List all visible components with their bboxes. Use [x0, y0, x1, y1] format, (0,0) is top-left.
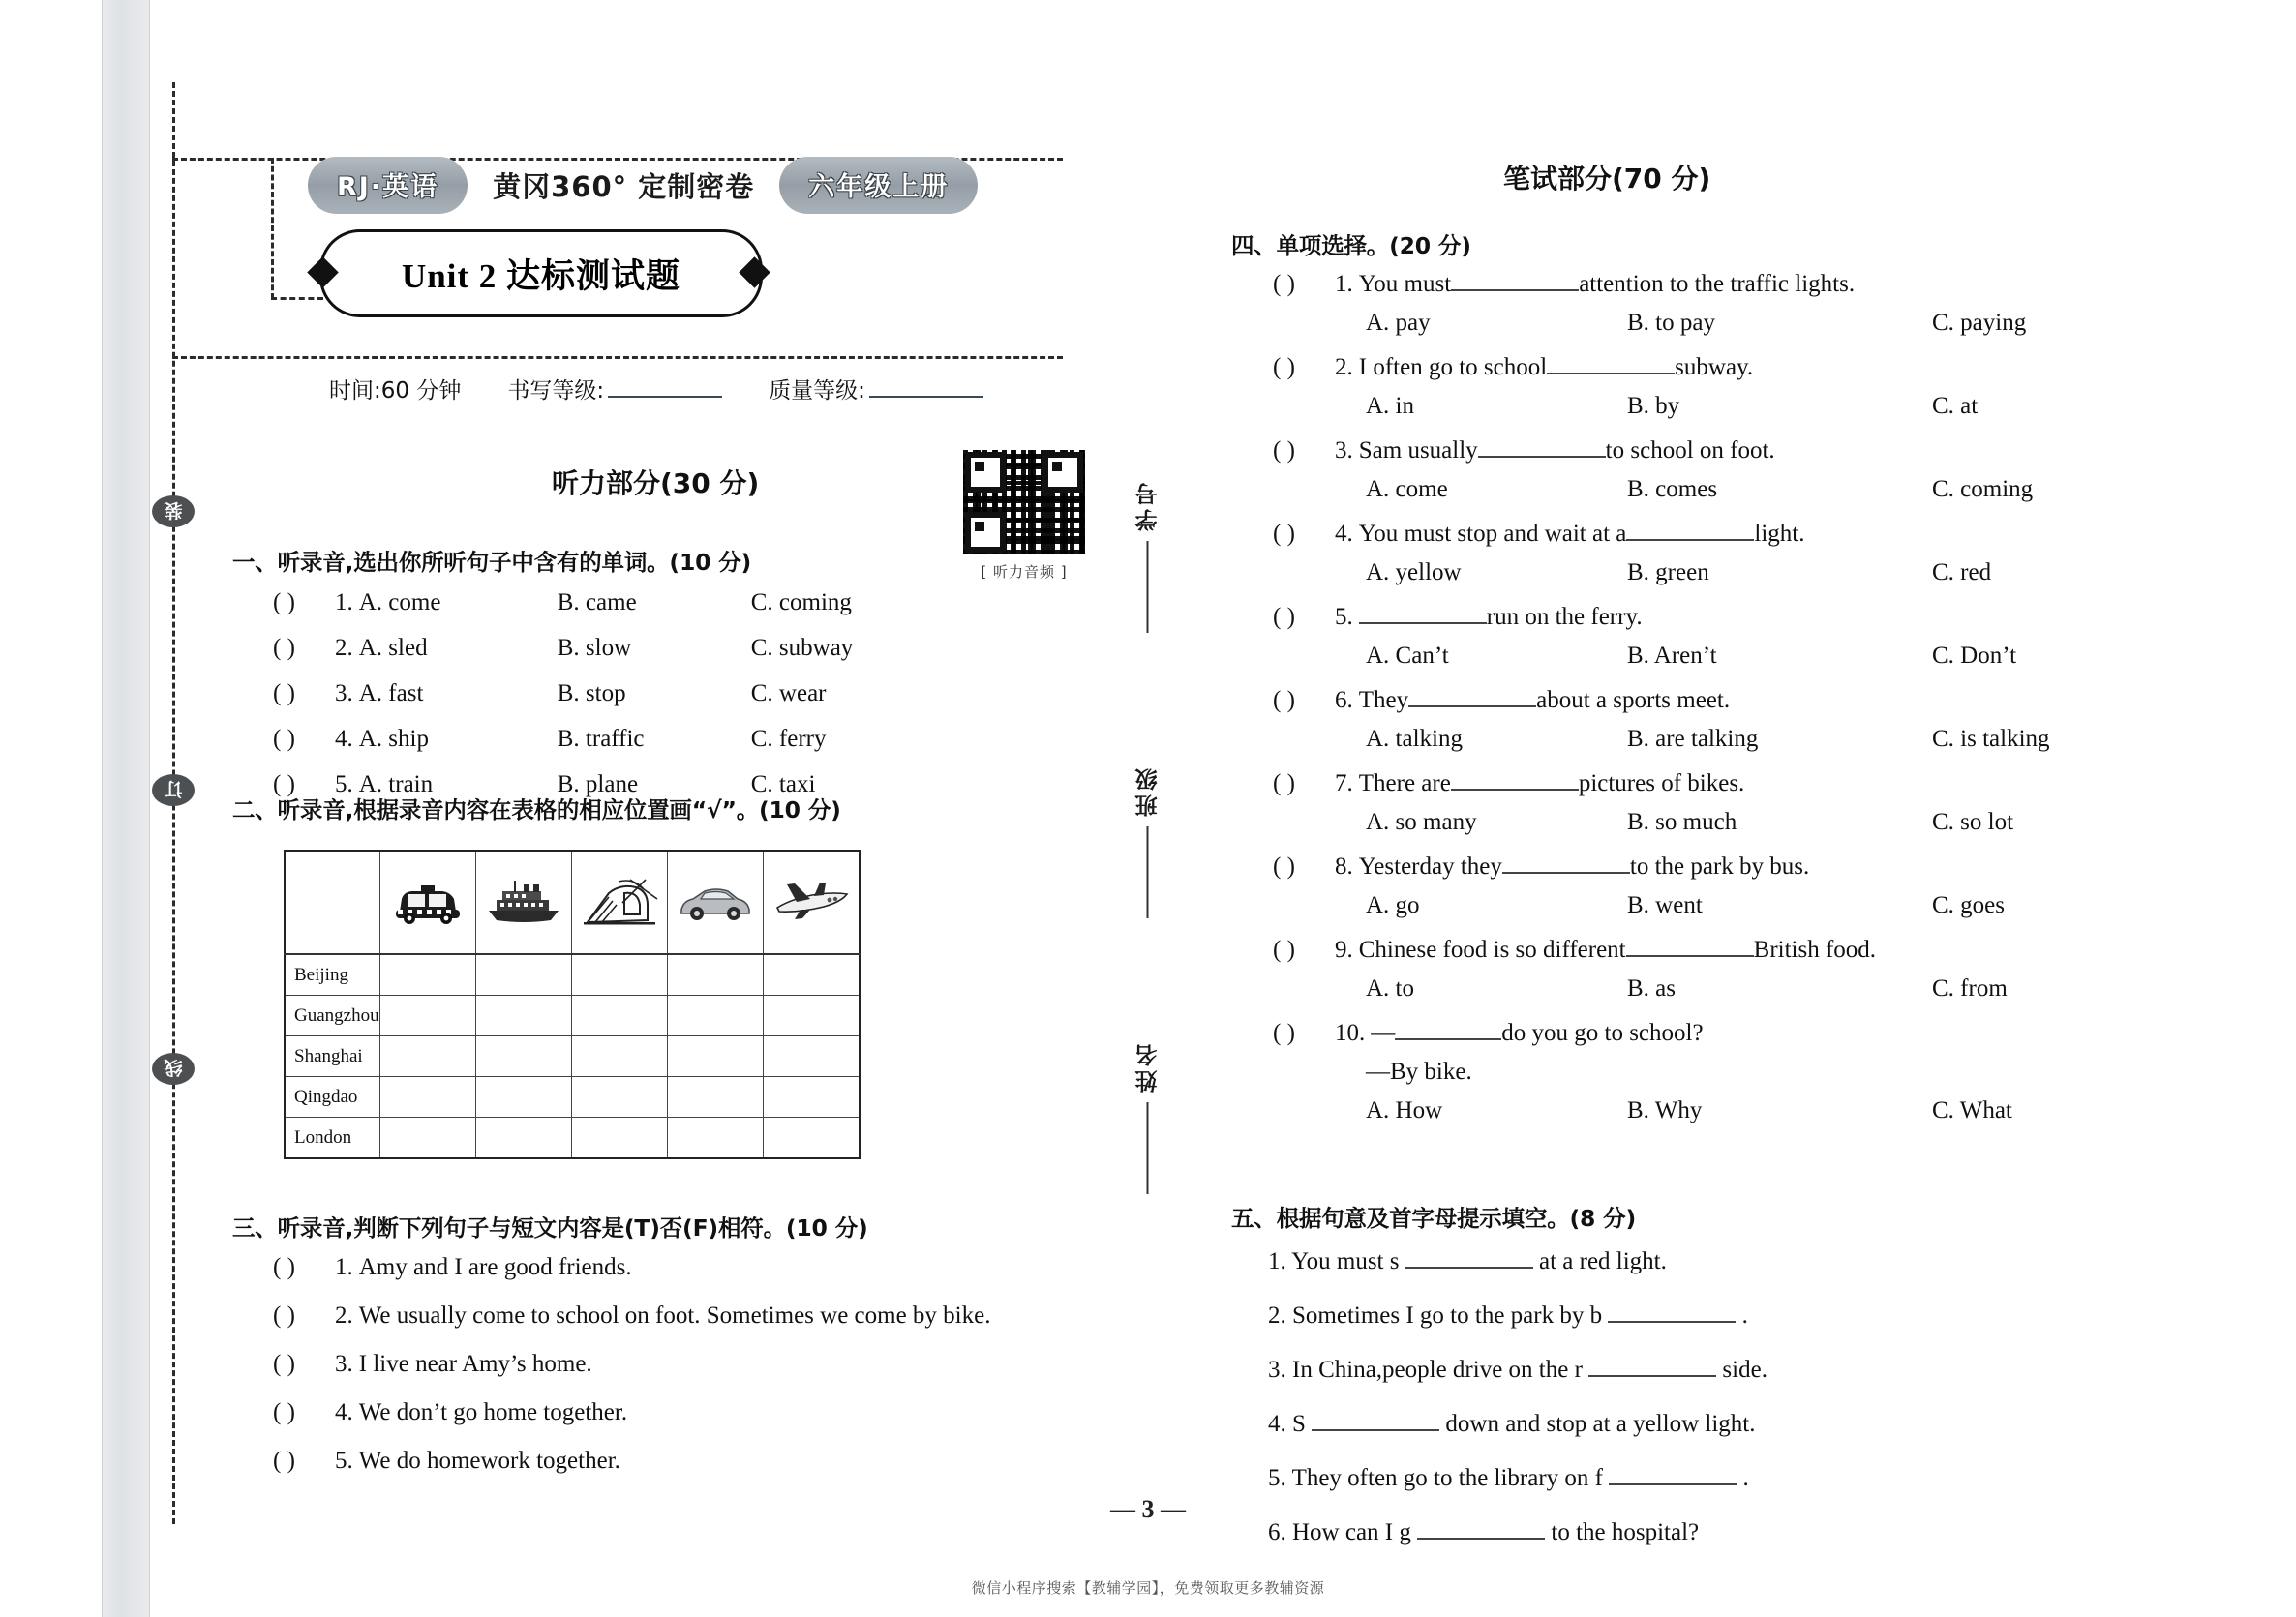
answer-bracket[interactable]: ( ) [1273, 271, 1295, 297]
stem-before: You must [1358, 271, 1452, 297]
transport-checkbox-table [284, 850, 861, 1159]
check-cell[interactable] [475, 1036, 571, 1077]
option-a[interactable]: A. Can’t [1366, 643, 1449, 669]
handwriting-grade-field [507, 373, 722, 404]
fill-before: In China,people drive on the r [1292, 1357, 1583, 1383]
mc-stem[interactable] [1273, 354, 2050, 381]
check-cell[interactable] [379, 1036, 475, 1077]
binding-field-student-number [1133, 479, 1164, 633]
question-row[interactable] [273, 1352, 990, 1376]
option-b[interactable]: B. green [1627, 559, 1709, 585]
option-c[interactable]: C. subway [750, 635, 854, 661]
question-row[interactable] [273, 1449, 990, 1473]
option-a[interactable]: A. sled [358, 635, 428, 661]
option-c[interactable]: C. so lot [1932, 809, 2014, 835]
option-c[interactable]: C. What [1932, 1097, 2012, 1123]
answer-bracket[interactable]: ( ) [1273, 687, 1295, 713]
option-b[interactable]: B. went [1627, 892, 1703, 918]
option-c[interactable]: C. Don’t [1932, 643, 2017, 669]
answer-blank[interactable] [1451, 289, 1579, 291]
section-four-question-list [1273, 271, 2050, 1142]
grade-badge: 六年级上册 [779, 157, 978, 214]
mc-stem[interactable] [1273, 937, 2050, 964]
option-c[interactable]: C. goes [1932, 892, 2005, 918]
answer-bracket[interactable]: ( ) [1273, 853, 1295, 880]
fill-after: . [1742, 1465, 1749, 1491]
question-row[interactable] [273, 1303, 990, 1328]
mc-options [1273, 809, 2050, 836]
option-b[interactable]: B. to pay [1627, 310, 1715, 336]
question-number: 3. [335, 680, 353, 706]
option-b[interactable]: B. comes [1627, 476, 1718, 502]
answer-bracket[interactable]: ( ) [273, 635, 295, 661]
qr-caption: [ 听力音频 ] [981, 563, 1068, 581]
mc-stem[interactable] [1273, 687, 2050, 714]
answer-blank[interactable] [1547, 373, 1675, 374]
table-row [285, 1036, 860, 1077]
table-header-row [285, 851, 860, 954]
answer-bracket[interactable]: ( ) [1273, 770, 1295, 796]
option-b[interactable]: B. are talking [1627, 726, 1759, 752]
title-frame-left-rule [271, 158, 274, 299]
option-b[interactable]: B. stop [557, 680, 626, 706]
mc-options [1273, 726, 2050, 753]
mc-question [1273, 687, 2050, 753]
answer-blank[interactable] [1502, 872, 1630, 874]
mc-question [1273, 354, 2050, 420]
question-options [359, 727, 945, 751]
fill-in-row[interactable] [1268, 1465, 1767, 1492]
option-b[interactable]: B. slow [557, 635, 632, 661]
mc-options [1273, 476, 2050, 503]
title-frame-bottom-rule [172, 356, 1063, 359]
check-cell[interactable] [763, 1036, 860, 1077]
question-text: We usually come to school on foot. Sometimes we come by bike. [358, 1303, 991, 1329]
question-number: 5. [335, 771, 353, 797]
stem-after: subway. [1675, 354, 1754, 380]
answer-bracket[interactable]: ( ) [1273, 437, 1295, 464]
qr-finder-top-right-icon [1042, 452, 1083, 493]
answer-blank[interactable] [1609, 1483, 1737, 1485]
mc-question [1273, 770, 2050, 836]
question-number: 1. [1268, 1248, 1286, 1274]
taxi-icon [392, 881, 464, 925]
answer-bracket[interactable]: ( ) [273, 1448, 295, 1474]
option-b[interactable]: B. traffic [557, 726, 645, 752]
listening-audio-qr-block[interactable] [956, 450, 1092, 582]
option-a[interactable]: A. talking [1366, 726, 1463, 752]
option-c[interactable]: C. ferry [750, 726, 827, 752]
answer-blank[interactable] [1588, 1375, 1716, 1377]
check-cell[interactable] [763, 1077, 860, 1118]
table-header [285, 851, 860, 954]
answer-bracket[interactable]: ( ) [273, 1351, 295, 1377]
plane-icon [771, 881, 851, 925]
check-cell[interactable] [379, 996, 475, 1036]
unit-title-banner [319, 229, 763, 317]
question-number: 1. [335, 589, 353, 615]
binding-field-label: 姓名 [1135, 1040, 1162, 1093]
mc-options [1273, 310, 2050, 337]
answer-bracket[interactable]: ( ) [1273, 354, 1295, 380]
question-row[interactable] [273, 681, 945, 705]
exam-time-label: 时间:60 分钟 [329, 378, 462, 404]
column-header-taxi [379, 851, 475, 954]
question-number: 6. [1268, 1519, 1286, 1545]
question-number: 8. [1335, 853, 1353, 880]
page-title: Unit 2 达标测试题 [401, 256, 681, 295]
binding-field-class [1133, 764, 1164, 918]
fill-before: Sometimes I go to the park by b [1292, 1303, 1603, 1329]
table-row [285, 1077, 860, 1118]
option-a[interactable]: A. so many [1366, 809, 1477, 835]
answer-bracket[interactable]: ( ) [273, 1254, 295, 1280]
handwriting-grade-label: 书写等级: [507, 378, 605, 404]
stem-before: You must stop and wait at a [1358, 521, 1627, 547]
check-cell[interactable] [667, 954, 763, 996]
answer-blank[interactable] [1417, 1538, 1545, 1540]
answer-bracket[interactable]: ( ) [273, 680, 295, 706]
section-one-heading: 一、听录音,选出你所听句子中含有的单词。(10 分) [232, 549, 752, 576]
question-row[interactable] [273, 1255, 990, 1279]
option-c[interactable]: C. paying [1932, 310, 2027, 336]
check-cell[interactable] [571, 996, 667, 1036]
question-text: Amy and I are good friends. [358, 1254, 632, 1280]
stem-after: to the park by bus. [1629, 853, 1810, 880]
question-number: 3. [1335, 437, 1353, 464]
check-cell[interactable] [379, 1118, 475, 1159]
option-c[interactable]: C. coming [1932, 476, 2034, 502]
quality-grade-label: 质量等级: [769, 378, 865, 404]
mc-stem[interactable] [1273, 271, 2050, 298]
mc-stem[interactable] [1273, 437, 2050, 464]
option-b[interactable]: B. Aren’t [1627, 643, 1717, 669]
row-label-shanghai: Shanghai [285, 1036, 379, 1077]
mc-question [1273, 937, 2050, 1003]
row-label-guangzhou: Guangzhou [285, 996, 379, 1036]
option-a[interactable]: A. yellow [1366, 559, 1462, 585]
question-number: 5. [335, 1448, 353, 1474]
option-a[interactable]: A. come [1366, 476, 1448, 502]
question-row[interactable] [273, 1400, 990, 1424]
mc-stem[interactable] [1273, 853, 2050, 881]
section-five-fill-in-list [1268, 1248, 1767, 1573]
mc-question [1273, 1020, 2050, 1124]
option-c[interactable]: C. wear [750, 680, 827, 706]
answer-blank[interactable] [1408, 705, 1536, 707]
fill-before: You must s [1291, 1248, 1400, 1274]
option-a[interactable]: A. in [1366, 393, 1414, 419]
option-c[interactable]: C. from [1932, 975, 2008, 1002]
stem-before: Yesterday they [1358, 853, 1502, 880]
section-three-question-list [273, 1255, 990, 1497]
section-three-heading: 三、听录音,判断下列句子与短文内容是(T)否(F)相符。(10 分) [232, 1214, 868, 1242]
fill-before: They often go to the library on f [1291, 1465, 1603, 1491]
check-cell[interactable] [475, 1077, 571, 1118]
answer-blank[interactable] [1608, 1321, 1736, 1323]
question-number: 1. [1335, 271, 1353, 297]
question-number: 4. [1335, 521, 1353, 547]
column-header-ship [475, 851, 571, 954]
check-cell[interactable] [763, 954, 860, 996]
answer-bracket[interactable]: ( ) [273, 771, 295, 797]
stem-before: — [1371, 1020, 1396, 1046]
mc-question [1273, 437, 2050, 503]
answer-blank[interactable] [1626, 955, 1754, 957]
option-a[interactable]: A. ship [358, 726, 429, 752]
answer-blank[interactable] [1395, 1038, 1501, 1040]
option-c[interactable]: C. is talking [1932, 726, 2050, 752]
mc-stem[interactable] [1273, 770, 2050, 797]
answer-bracket[interactable]: ( ) [1273, 604, 1295, 630]
answer-bracket[interactable]: ( ) [273, 1303, 295, 1329]
question-number: 2. [1335, 354, 1353, 380]
check-cell[interactable] [475, 954, 571, 996]
binding-field-name [1133, 1040, 1164, 1194]
column-header-car [667, 851, 763, 954]
section-two-heading: 二、听录音,根据录音内容在表格的相应位置画“√”。(10 分) [232, 796, 841, 823]
stem-after: British food. [1753, 937, 1877, 963]
column-header-plane [763, 851, 860, 954]
fill-after: at a red light. [1538, 1248, 1667, 1274]
handwriting-grade-blank[interactable] [608, 396, 722, 398]
mc-options [1273, 975, 2050, 1003]
answer-bracket[interactable]: ( ) [273, 1399, 295, 1425]
quality-grade-field [769, 373, 983, 404]
stem-before: Sam usually [1358, 437, 1478, 464]
stem-after: pictures of bikes. [1578, 770, 1745, 796]
option-c[interactable]: C. taxi [750, 771, 816, 797]
exam-meta-row [329, 373, 983, 404]
answer-bracket[interactable]: ( ) [1273, 937, 1295, 963]
question-options [359, 636, 945, 660]
fill-before: How can I g [1292, 1519, 1411, 1545]
option-c[interactable]: C. at [1932, 393, 1979, 419]
check-cell[interactable] [667, 1036, 763, 1077]
seal-mark-xian: 线 [152, 1053, 195, 1085]
written-part-heading: 笔试部分(70 分) [1503, 163, 1711, 195]
mc-question [1273, 271, 2050, 337]
fill-after: down and stop at a yellow light. [1445, 1411, 1756, 1437]
question-number: 5. [1335, 604, 1353, 630]
car-icon [678, 883, 753, 922]
option-a[interactable]: A. fast [358, 680, 424, 706]
question-number: 4. [335, 1399, 353, 1425]
option-b[interactable]: B. came [557, 589, 637, 615]
mc-options [1273, 1097, 2050, 1124]
question-number: 9. [1335, 937, 1353, 963]
title-frame-connector-rule [271, 297, 323, 300]
qr-code-icon[interactable] [963, 450, 1085, 554]
question-text: We don’t go home together. [358, 1399, 628, 1425]
mc-question [1273, 604, 2050, 670]
answer-blank[interactable] [1359, 622, 1487, 624]
stem-after: to school on foot. [1605, 437, 1775, 464]
check-cell[interactable] [379, 1077, 475, 1118]
check-cell[interactable] [475, 1118, 571, 1159]
fill-in-row[interactable] [1268, 1248, 1767, 1275]
check-cell[interactable] [571, 954, 667, 996]
series-label: 黄冈360° 定制密卷 [493, 170, 755, 203]
stem-after: attention to the traffic lights. [1579, 271, 1856, 297]
stem-before: I often go to school [1358, 354, 1548, 380]
stem-after: about a sports meet. [1536, 687, 1731, 713]
fill-after: . [1741, 1303, 1748, 1329]
binding-field-label: 学号 [1135, 479, 1162, 531]
check-cell[interactable] [571, 1077, 667, 1118]
question-number: 2. [335, 635, 353, 661]
check-cell[interactable] [667, 1118, 763, 1159]
stem-after: light. [1754, 521, 1805, 547]
mc-question [1273, 853, 2050, 919]
stem-after: do you go to school? [1501, 1020, 1704, 1046]
question-text: I live near Amy’s home. [358, 1351, 592, 1377]
stem-before: They [1358, 687, 1409, 713]
option-b[interactable]: B. plane [557, 771, 639, 797]
option-b[interactable]: B. by [1627, 393, 1680, 419]
qr-finder-bottom-left-icon [965, 512, 1006, 553]
check-cell[interactable] [667, 1077, 763, 1118]
section-four-heading: 四、单项选择。(20 分) [1231, 232, 1471, 259]
question-row[interactable] [273, 727, 945, 751]
question-number: 1. [335, 1254, 353, 1280]
check-cell[interactable] [475, 996, 571, 1036]
seal-mark-zhuang: 装 [152, 495, 195, 527]
check-cell[interactable] [763, 1118, 860, 1159]
check-cell[interactable] [763, 996, 860, 1036]
train-icon [580, 878, 659, 928]
question-options [359, 681, 945, 705]
table-row [285, 996, 860, 1036]
question-number: 3. [1268, 1357, 1286, 1383]
row-label-qingdao: Qingdao [285, 1077, 379, 1118]
answer-blank[interactable] [1626, 539, 1754, 541]
section-five-heading: 五、根据句意及首字母提示填空。(8 分) [1231, 1205, 1637, 1232]
fill-after: side. [1722, 1357, 1767, 1383]
question-number: 3. [335, 1351, 353, 1377]
page-number: — 3 — [1110, 1495, 1186, 1523]
answer-bracket[interactable]: ( ) [273, 589, 295, 615]
table-corner-cell [285, 851, 379, 954]
question-row[interactable] [273, 636, 945, 660]
question-options [359, 590, 945, 614]
binding-strip [102, 0, 150, 1617]
header-row [308, 157, 978, 214]
option-b[interactable]: B. Why [1627, 1097, 1703, 1123]
option-a[interactable]: A. to [1366, 975, 1414, 1002]
footer-watermark: 微信小程序搜索【教辅学园】，免费领取更多教辅资源 [971, 1579, 1325, 1597]
option-a[interactable]: A. train [358, 771, 434, 797]
option-c[interactable]: C. coming [750, 589, 852, 615]
option-a[interactable]: A. go [1366, 892, 1420, 918]
question-row[interactable] [273, 590, 945, 614]
option-a[interactable]: A. How [1366, 1097, 1443, 1123]
row-label-beijing: Beijing [285, 954, 379, 996]
mc-answer-line: —By bike. [1366, 1059, 1472, 1085]
answer-blank[interactable] [1478, 456, 1606, 458]
answer-bracket[interactable]: ( ) [273, 726, 295, 752]
mc-options [1273, 643, 2050, 670]
subject-badge: RJ·英语 [308, 157, 468, 214]
binding-field-rule [1147, 826, 1149, 918]
answer-blank[interactable] [1405, 1267, 1533, 1269]
stem-before: Chinese food is so different [1358, 937, 1626, 963]
fill-in-row[interactable] [1268, 1411, 1767, 1438]
check-cell[interactable] [379, 954, 475, 996]
section-one-question-list [273, 590, 945, 818]
question-number: 4. [1268, 1411, 1286, 1437]
option-b[interactable]: B. as [1627, 975, 1676, 1002]
fill-after: to the hospital? [1551, 1519, 1700, 1545]
binding-field-rule [1147, 541, 1149, 633]
stem-after: run on the ferry. [1486, 604, 1643, 630]
mc-question [1273, 521, 2050, 586]
mc-options [1273, 559, 2050, 586]
question-number: 6. [1335, 687, 1353, 713]
mc-stem[interactable] [1273, 604, 2050, 631]
answer-blank[interactable] [1451, 789, 1579, 791]
mc-stem[interactable] [1273, 521, 2050, 548]
binding-field-rule [1147, 1102, 1149, 1194]
mc-stem[interactable] [1273, 1020, 2050, 1047]
listening-part-heading: 听力部分(30 分) [552, 467, 760, 499]
check-cell[interactable] [667, 996, 763, 1036]
check-cell[interactable] [571, 1036, 667, 1077]
option-c[interactable]: C. red [1932, 559, 1992, 585]
question-number: 5. [1268, 1465, 1286, 1491]
table-row [285, 1118, 860, 1159]
question-number: 10. [1335, 1020, 1366, 1046]
question-number: 7. [1335, 770, 1353, 796]
table-row [285, 954, 860, 996]
answer-blank[interactable] [1312, 1429, 1439, 1431]
answer-bracket[interactable]: ( ) [1273, 521, 1295, 547]
fill-before: S [1292, 1411, 1306, 1437]
quality-grade-blank[interactable] [869, 396, 983, 398]
mc-options [1273, 892, 2050, 919]
qr-finder-top-left-icon [965, 452, 1006, 493]
mc-options [1273, 393, 2050, 420]
check-cell[interactable] [571, 1118, 667, 1159]
seal-mark-ding: 订 [152, 774, 195, 806]
row-label-london: London [285, 1118, 379, 1159]
option-b[interactable]: B. so much [1627, 809, 1737, 835]
question-number: 2. [335, 1303, 353, 1329]
fill-in-row[interactable] [1268, 1357, 1767, 1384]
option-a[interactable]: A. pay [1366, 310, 1431, 336]
option-a[interactable]: A. come [358, 589, 441, 615]
question-number: 4. [335, 726, 353, 752]
question-text: We do homework together. [358, 1448, 620, 1474]
fill-in-row[interactable] [1268, 1303, 1767, 1330]
binding-field-label: 班级 [1135, 764, 1162, 817]
question-number: 2. [1268, 1303, 1286, 1329]
column-header-train [571, 851, 667, 954]
table-body [285, 954, 860, 1158]
ship-icon [485, 881, 562, 925]
answer-bracket[interactable]: ( ) [1273, 1020, 1295, 1046]
stem-before: There are [1358, 770, 1451, 796]
